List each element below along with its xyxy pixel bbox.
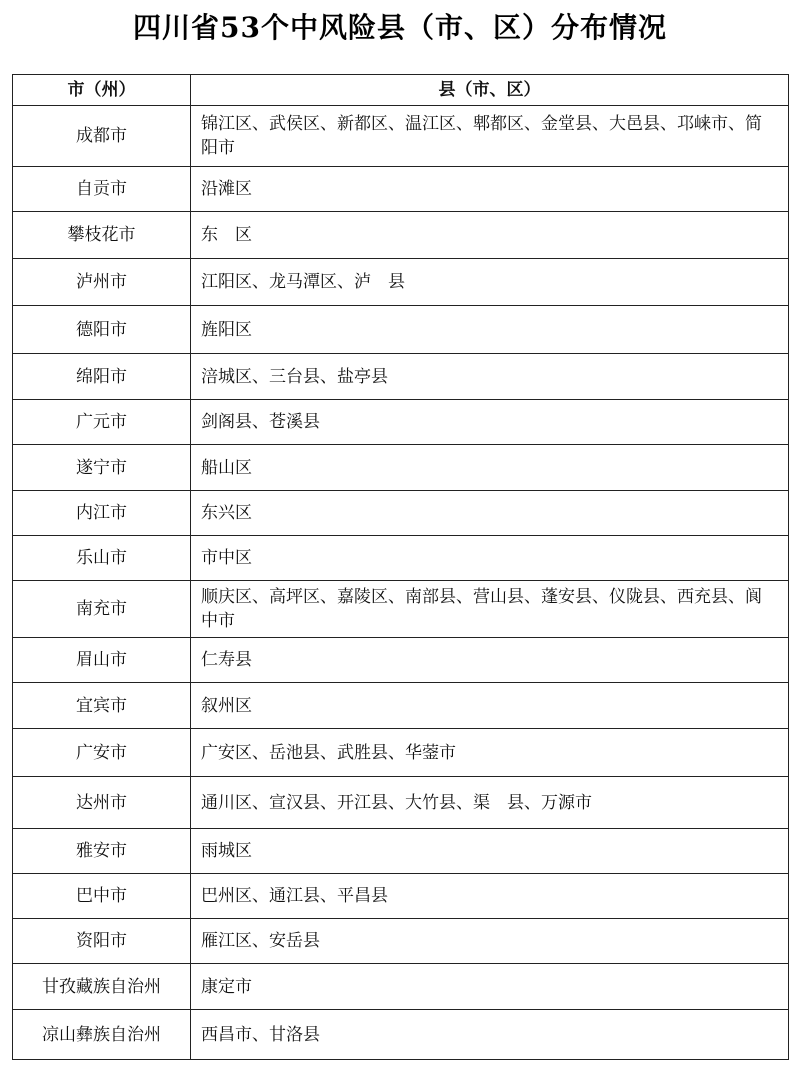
header-counties: 县（市、区） bbox=[191, 75, 789, 106]
counties-cell: 船山区 bbox=[191, 445, 789, 491]
city-cell: 资阳市 bbox=[13, 919, 191, 964]
city-cell: 眉山市 bbox=[13, 638, 191, 683]
city-cell: 泸州市 bbox=[13, 259, 191, 306]
table-row bbox=[13, 964, 789, 1010]
counties-cell: 西昌市、甘洛县 bbox=[191, 1010, 789, 1060]
city-cell: 攀枝花市 bbox=[13, 212, 191, 259]
table-row bbox=[13, 581, 789, 638]
counties-cell: 涪城区、三台县、盐亭县 bbox=[191, 354, 789, 400]
city-cell: 绵阳市 bbox=[13, 354, 191, 400]
city-cell: 雅安市 bbox=[13, 829, 191, 874]
city-cell: 成都市 bbox=[13, 106, 191, 167]
counties-cell: 锦江区、武侯区、新都区、温江区、郫都区、金堂县、大邑县、邛崃市、简阳市 bbox=[191, 106, 789, 167]
header-city: 市（州） bbox=[13, 75, 191, 106]
city-cell: 遂宁市 bbox=[13, 445, 191, 491]
table-row bbox=[13, 1010, 789, 1060]
table-row bbox=[13, 829, 789, 874]
header-row bbox=[13, 75, 789, 106]
counties-cell: 沿滩区 bbox=[191, 167, 789, 212]
city-cell: 自贡市 bbox=[13, 167, 191, 212]
table-row bbox=[13, 536, 789, 581]
table-row bbox=[13, 919, 789, 964]
counties-cell: 东兴区 bbox=[191, 491, 789, 536]
counties-cell: 雨城区 bbox=[191, 829, 789, 874]
table-row bbox=[13, 259, 789, 306]
city-cell: 凉山彝族自治州 bbox=[13, 1010, 191, 1060]
table-row bbox=[13, 683, 789, 729]
counties-cell: 叙州区 bbox=[191, 683, 789, 729]
document-title: 四川省53个中风险县（市、区）分布情况 bbox=[133, 11, 667, 44]
table-header bbox=[13, 75, 789, 106]
city-cell: 内江市 bbox=[13, 491, 191, 536]
distribution-table bbox=[12, 74, 789, 1060]
table-row bbox=[13, 212, 789, 259]
table-row bbox=[13, 638, 789, 683]
table-body bbox=[13, 106, 789, 1060]
city-cell: 南充市 bbox=[13, 581, 191, 638]
city-cell: 巴中市 bbox=[13, 874, 191, 919]
table-row bbox=[13, 306, 789, 354]
city-cell: 德阳市 bbox=[13, 306, 191, 354]
counties-cell: 旌阳区 bbox=[191, 306, 789, 354]
table-row bbox=[13, 491, 789, 536]
table-row bbox=[13, 729, 789, 777]
counties-cell: 顺庆区、高坪区、嘉陵区、南部县、营山县、蓬安县、仪陇县、西充县、阆中市 bbox=[191, 581, 789, 638]
counties-cell: 巴州区、通江县、平昌县 bbox=[191, 874, 789, 919]
table-row bbox=[13, 354, 789, 400]
counties-cell: 通川区、宣汉县、开江县、大竹县、渠 县、万源市 bbox=[191, 777, 789, 829]
table-row bbox=[13, 445, 789, 491]
counties-cell: 江阳区、龙马潭区、泸 县 bbox=[191, 259, 789, 306]
city-cell: 达州市 bbox=[13, 777, 191, 829]
counties-cell: 雁江区、安岳县 bbox=[191, 919, 789, 964]
counties-cell: 康定市 bbox=[191, 964, 789, 1010]
counties-cell: 东 区 bbox=[191, 212, 789, 259]
counties-cell: 剑阁县、苍溪县 bbox=[191, 400, 789, 445]
counties-cell: 广安区、岳池县、武胜县、华蓥市 bbox=[191, 729, 789, 777]
city-cell: 广元市 bbox=[13, 400, 191, 445]
city-cell: 广安市 bbox=[13, 729, 191, 777]
table-row bbox=[13, 400, 789, 445]
table-row bbox=[13, 167, 789, 212]
city-cell: 宜宾市 bbox=[13, 683, 191, 729]
table-row bbox=[13, 874, 789, 919]
table-row bbox=[13, 106, 789, 167]
city-cell: 乐山市 bbox=[13, 536, 191, 581]
city-cell: 甘孜藏族自治州 bbox=[13, 964, 191, 1010]
table-row bbox=[13, 777, 789, 829]
counties-cell: 市中区 bbox=[191, 536, 789, 581]
counties-cell: 仁寿县 bbox=[191, 638, 789, 683]
